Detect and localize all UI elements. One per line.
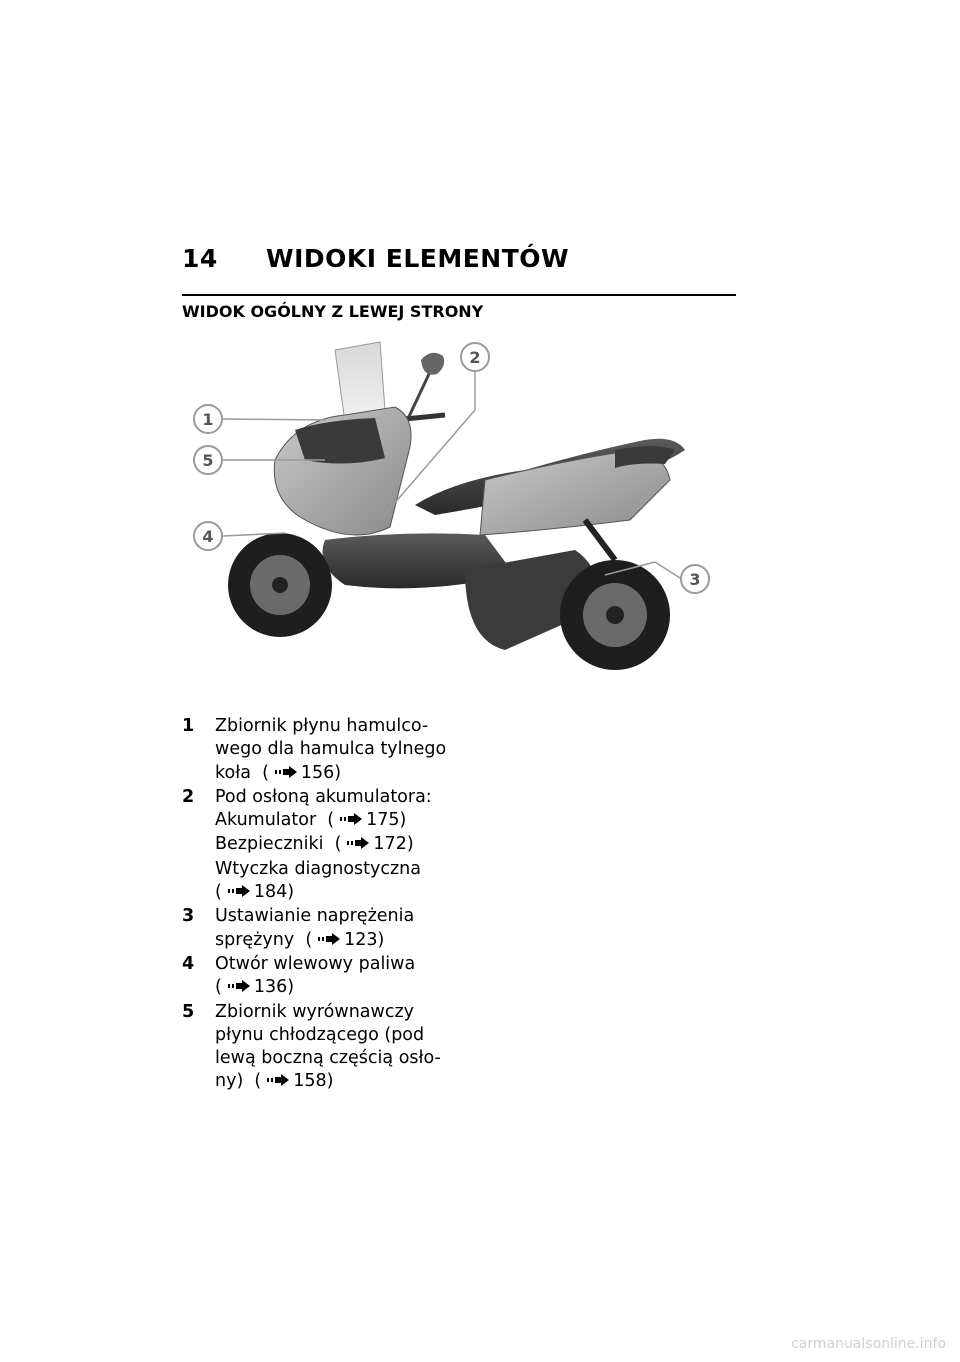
legend-item-text: płynu chłodzącego (pod <box>215 1024 425 1045</box>
legend-subitem-text: Wtyczka diagnostyczna <box>215 858 422 879</box>
legend-item-text: wego dla hamulca tylnego <box>215 739 447 760</box>
legend-item-line <box>215 953 482 976</box>
legend-item-line <box>215 1047 482 1070</box>
legend-item-line <box>215 976 482 1000</box>
page-reference-arrow-icon <box>318 930 342 953</box>
page-reference-arrow-icon <box>267 1071 291 1094</box>
callout-5-label: 5 <box>202 451 214 470</box>
ref-open-paren: ( <box>334 834 342 855</box>
ref-open-paren: ( <box>327 810 335 831</box>
page-reference-arrow-icon <box>347 834 371 857</box>
legend-item-line <box>215 1001 482 1024</box>
mirror-right <box>421 353 444 375</box>
legend-item-text: Pod osłoną akumulatora: <box>215 786 432 807</box>
legend-item-3 <box>182 905 482 953</box>
legend-item-line <box>215 738 482 761</box>
legend-item-1 <box>182 715 482 786</box>
watermark: carmanualsonline.info <box>791 1336 946 1352</box>
ref-open-paren: ( <box>215 882 222 903</box>
legend-item-text: sprężyny <box>215 929 295 950</box>
legend-subitem <box>215 858 482 881</box>
legend-subitem <box>215 833 482 857</box>
page-reference-number: 123) <box>344 929 385 950</box>
legend-item-line <box>215 905 482 928</box>
page-reference-number: 136) <box>253 977 295 998</box>
legend-item-number: 4 <box>182 953 195 974</box>
legend-item-number: 2 <box>182 786 195 807</box>
page-reference[interactable] <box>335 834 414 854</box>
legend-subitem-text: Akumulator <box>215 810 317 831</box>
legend-subitem <box>215 809 482 833</box>
legend-item-line <box>215 762 482 786</box>
page-reference[interactable] <box>305 930 384 950</box>
section-title: WIDOK OGÓLNY Z LEWEJ STRONY <box>182 302 484 321</box>
legend-item-4 <box>182 953 482 1001</box>
callout-3-label: 3 <box>689 570 701 589</box>
legend-item-text: Otwór wlewowy paliwa <box>215 953 416 974</box>
legend-item-text: Ustawianie naprężenia <box>215 906 415 927</box>
page-reference-arrow-icon <box>228 977 252 1000</box>
page-reference-arrow-icon <box>340 810 364 833</box>
legend-item-line <box>215 929 482 953</box>
legend-subitem-line <box>215 881 482 905</box>
page-reference-number: 156) <box>300 762 342 783</box>
ref-open-paren: ( <box>254 1071 262 1092</box>
ref-open-paren: ( <box>215 977 222 998</box>
legend-item-text: ny) <box>215 1071 244 1092</box>
legend-item-number: 3 <box>182 906 195 927</box>
legend-item-text: Zbiornik wyrównawczy <box>215 1001 414 1022</box>
legend-list <box>182 715 482 1095</box>
ref-open-paren: ( <box>262 762 269 783</box>
page-reference[interactable] <box>254 1071 333 1091</box>
scooter-illustration <box>185 330 735 690</box>
page-reference[interactable] <box>262 763 341 783</box>
legend-item-text: Zbiornik płynu hamulco- <box>215 716 429 736</box>
legend-item-line <box>215 1070 482 1094</box>
page-reference[interactable] <box>215 882 294 902</box>
page-reference-number: 184) <box>253 882 295 903</box>
header-rule <box>182 294 736 296</box>
page-number: 14 <box>182 244 218 273</box>
page-reference-number: 158) <box>293 1071 334 1092</box>
legend-subitem-text: Bezpieczniki <box>215 834 324 855</box>
legend-item-5 <box>182 1001 482 1095</box>
legend-item-text: koła <box>215 762 251 783</box>
legend-item-line <box>215 715 482 738</box>
page-reference-arrow-icon <box>275 763 299 786</box>
page-reference[interactable] <box>215 977 294 997</box>
callout-1-label: 1 <box>202 410 214 429</box>
ref-open-paren: ( <box>305 929 313 950</box>
legend-item-line <box>215 1024 482 1047</box>
legend-item-number: 1 <box>182 716 195 736</box>
legend-item-2 <box>182 786 482 905</box>
callout-2-label: 2 <box>469 348 481 367</box>
page-reference-number: 175) <box>366 810 407 831</box>
rear-shock <box>585 520 615 560</box>
legend-item-number: 5 <box>182 1001 195 1022</box>
callout-4-label: 4 <box>202 527 214 546</box>
chapter-title: WIDOKI ELEMENTÓW <box>266 244 570 273</box>
page-reference-number: 172) <box>373 834 414 855</box>
page-reference[interactable] <box>327 810 406 830</box>
legend-item-text: lewą boczną częścią osło- <box>215 1048 441 1069</box>
page-reference-arrow-icon <box>228 882 252 905</box>
legend-item-line <box>215 786 482 809</box>
